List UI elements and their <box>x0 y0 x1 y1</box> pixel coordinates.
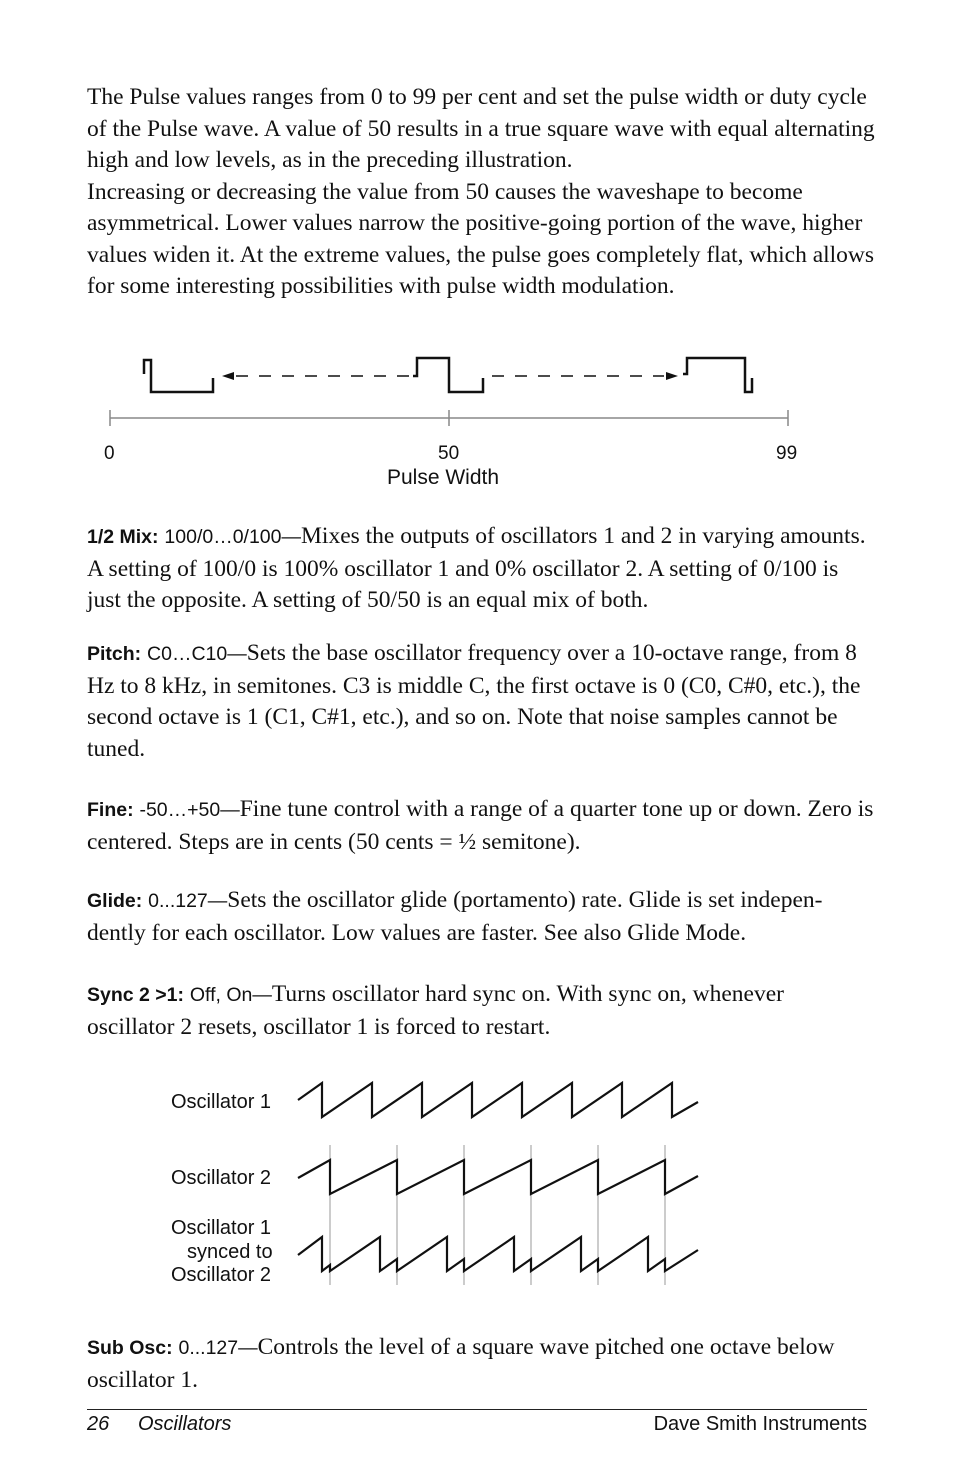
footer-divider <box>87 1409 867 1410</box>
param-range: Off, On— <box>189 984 272 1006</box>
param-description: Controls the level of a square wave pitched one octave below oscillator 1. <box>87 1334 835 1393</box>
param-term: Glide: <box>87 890 143 912</box>
param-description: Mixes the outputs of oscillators 1 and 2 in varying amounts. A setting of 100/0 is 100% oscillator 1 and 0% oscillator 2. A setting of 0/100 is just the opposite. A setting of 50/50 is an equal mix of both. <box>87 523 866 613</box>
intro-paragraph-1: The Pulse values ranges from 0 to 99 per cent and set the pulse width or duty cycle of the Pulse wave. A value of 50 results in a true square wave with equal alternating high and low levels, as in the preceding illustration. <box>87 84 875 173</box>
label-synced-line-1: Oscillator 1 <box>171 1217 272 1239</box>
oscillator-1-sawtooth <box>298 1083 698 1117</box>
axis-label-pulse-width: Pulse Width <box>387 466 500 489</box>
oscillator-2-sawtooth <box>298 1160 698 1194</box>
param-term: Pitch: <box>87 643 142 665</box>
param-range: 0...127— <box>178 1337 258 1359</box>
label-oscillator-2: Oscillator 2 <box>171 1167 272 1189</box>
param-range: 100/0…0/100— <box>164 526 302 548</box>
synced-oscillator-wave <box>298 1237 698 1271</box>
footer-page-number: 26 <box>87 1413 110 1435</box>
param-term: Sub Osc: <box>87 1337 173 1359</box>
param-description: Fine tune control with a range of a quarter tone up or down. Zero is centered. Steps are in cents (50 cents = ½ semitone). <box>87 796 874 855</box>
param-range: 0...127— <box>148 890 228 912</box>
param-description: Turns oscillator hard sync on. With sync on, whenever oscillator 2 resets, oscillator 1 is forced to restart. <box>87 981 784 1040</box>
label-synced-line-2: synced to <box>187 1241 273 1263</box>
tick-label-50: 50 <box>438 443 460 464</box>
intro-paragraph-2: Increasing or decreasing the value from 50 causes the waveshape to become asymmetrical. Lower values narrow the positive-going portion of the wave, higher values widen it. At the extreme values, the pulse goes completely flat, which allows for some interesting possibilities with pulse width modulation. <box>87 178 875 299</box>
param-subosc <box>87 1332 877 1396</box>
label-oscillator-1: Oscillator 1 <box>171 1091 272 1113</box>
param-range: C0…C10— <box>147 643 247 665</box>
param-term: Sync 2 >1: <box>87 984 185 1006</box>
tick-label-0: 0 <box>104 443 115 464</box>
footer-section: Oscillators <box>138 1413 232 1435</box>
param-term: Fine: <box>87 799 134 821</box>
footer-publisher: Dave Smith Instruments <box>653 1413 867 1435</box>
param-description: Sets the oscillator glide (portamento) rate. Glide is set indepen-dently for each oscillator. Low values are faster. See also Glide Mode. <box>87 887 823 946</box>
label-synced-line-3: Oscillator 2 <box>171 1264 272 1286</box>
tick-label-99: 99 <box>776 443 798 464</box>
param-term: 1/2 Mix: <box>87 526 159 548</box>
param-range: -50…+50— <box>139 799 240 821</box>
param-description: Sets the base oscillator frequency over a 10-octave range, from 8 Hz to 8 kHz, in semitones. C3 is middle C, the first octave is 0 (C0, C#0, etc.), the second octave is 1 (C1, C#1, etc.), and so on. Note that noise samples cannot be tuned. <box>87 640 861 762</box>
